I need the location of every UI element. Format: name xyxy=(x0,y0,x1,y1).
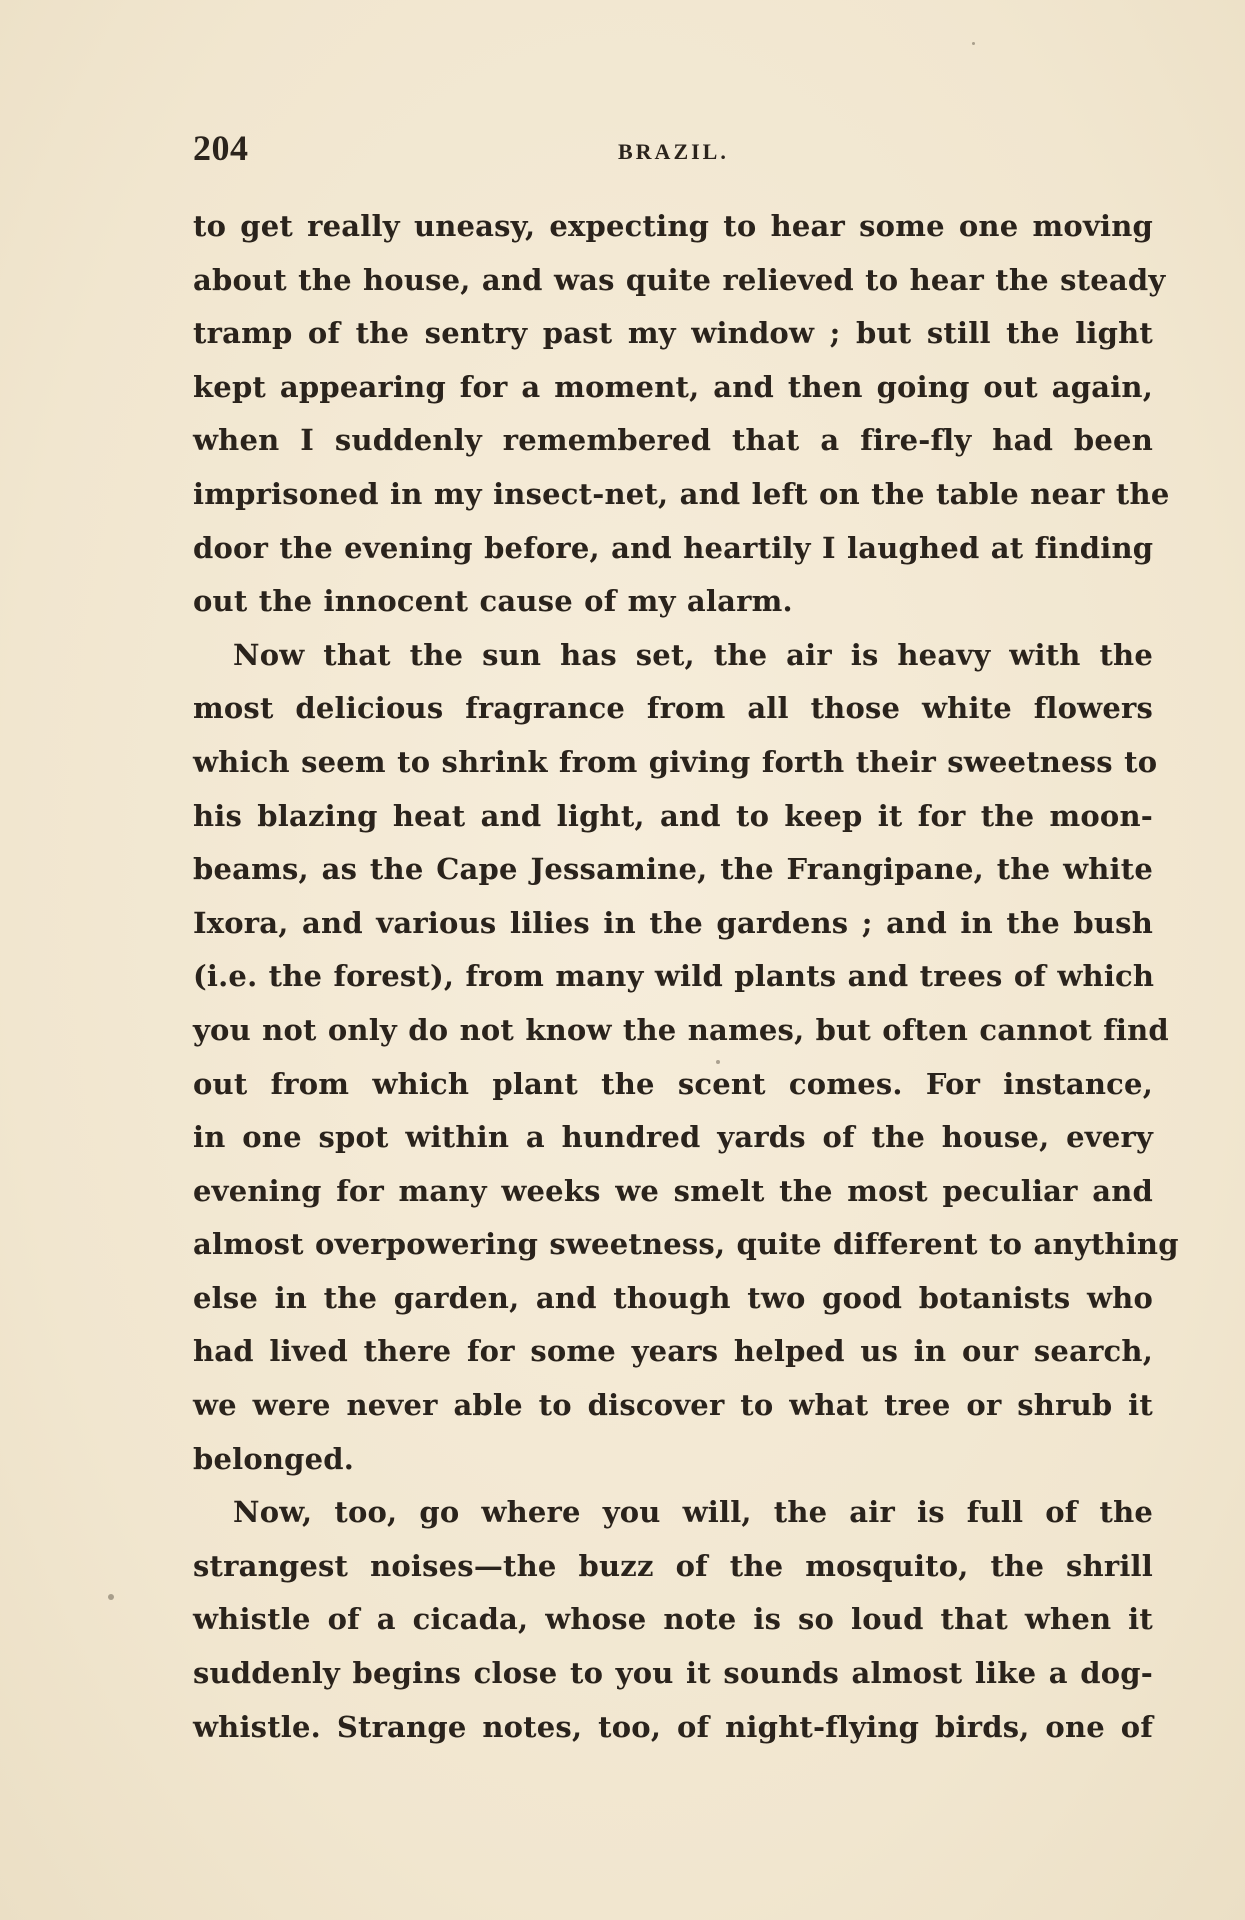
running-head: BRAZIL. xyxy=(618,139,729,164)
paragraph xyxy=(193,200,1170,629)
text-line: when I suddenly remembered that a fire-fly had been xyxy=(193,423,1153,458)
text-line: had lived there for some years helped us in our search, xyxy=(193,1334,1153,1369)
text-line: evening for many weeks we smelt the most peculiar and xyxy=(193,1173,1153,1208)
text-line: whistle of a cicada, whose note is so loud that when it xyxy=(193,1602,1153,1637)
text-line: tramp of the sentry past my window ; but still the light xyxy=(193,316,1153,351)
paper-speck xyxy=(108,1594,114,1600)
text-line: most delicious fragrance from all those white flowers xyxy=(193,691,1153,726)
text-line: his blazing heat and light, and to keep it for the moon- xyxy=(193,798,1153,833)
paragraph xyxy=(193,629,1179,1487)
text-line: Now, too, go where you will, the air is full of the xyxy=(233,1495,1153,1530)
text-line: door the evening before, and heartily I laughed at finding xyxy=(193,530,1154,565)
text-line: suddenly begins close to you it sounds almost like a dog- xyxy=(193,1656,1153,1691)
text-line: about the house, and was quite relieved to hear the steady xyxy=(193,262,1166,297)
text-line: out the innocent cause of my alarm. xyxy=(193,584,793,619)
text-line: Ixora, and various lilies in the gardens ; and in the bush xyxy=(193,905,1153,940)
text-line: imprisoned in my insect-net, and left on the table near the xyxy=(193,476,1170,511)
text-line: to get really uneasy, expecting to hear some one moving xyxy=(193,209,1153,243)
page-number: 204 xyxy=(193,128,249,168)
paragraph xyxy=(193,1486,1153,1754)
text-line: strangest noises—the buzz of the mosquito, the shrill xyxy=(193,1548,1153,1583)
page-header xyxy=(193,127,1153,177)
paper-speck xyxy=(716,1060,720,1064)
paper-speck xyxy=(972,42,975,45)
text-line: belonged. xyxy=(193,1441,355,1476)
text-line: out from which plant the scent comes. For instance, xyxy=(193,1066,1153,1101)
text-line: which seem to shrink from giving forth their sweetness to xyxy=(193,744,1158,779)
text-line: in one spot within a hundred yards of the house, every xyxy=(193,1120,1153,1155)
text-line: kept appearing for a moment, and then going out again, xyxy=(193,369,1153,404)
text-line: (i.e. the forest), from many wild plants and trees of which xyxy=(193,959,1155,994)
text-line: else in the garden, and though two good botanists who xyxy=(193,1280,1153,1315)
text-line: almost overpowering sweetness, quite different to anything xyxy=(193,1227,1179,1262)
text-line: beams, as the Cape Jessamine, the Frangipane, the white xyxy=(193,852,1153,887)
text-line: we were never able to discover to what tree or shrub it xyxy=(193,1388,1153,1423)
text-line: Now that the sun has set, the air is heavy with the xyxy=(233,637,1153,672)
text-line: whistle. Strange notes, too, of night-flying birds, one of xyxy=(193,1709,1153,1744)
body-text xyxy=(193,200,1179,1754)
text-line: you not only do not know the names, but often cannot find xyxy=(193,1012,1169,1047)
